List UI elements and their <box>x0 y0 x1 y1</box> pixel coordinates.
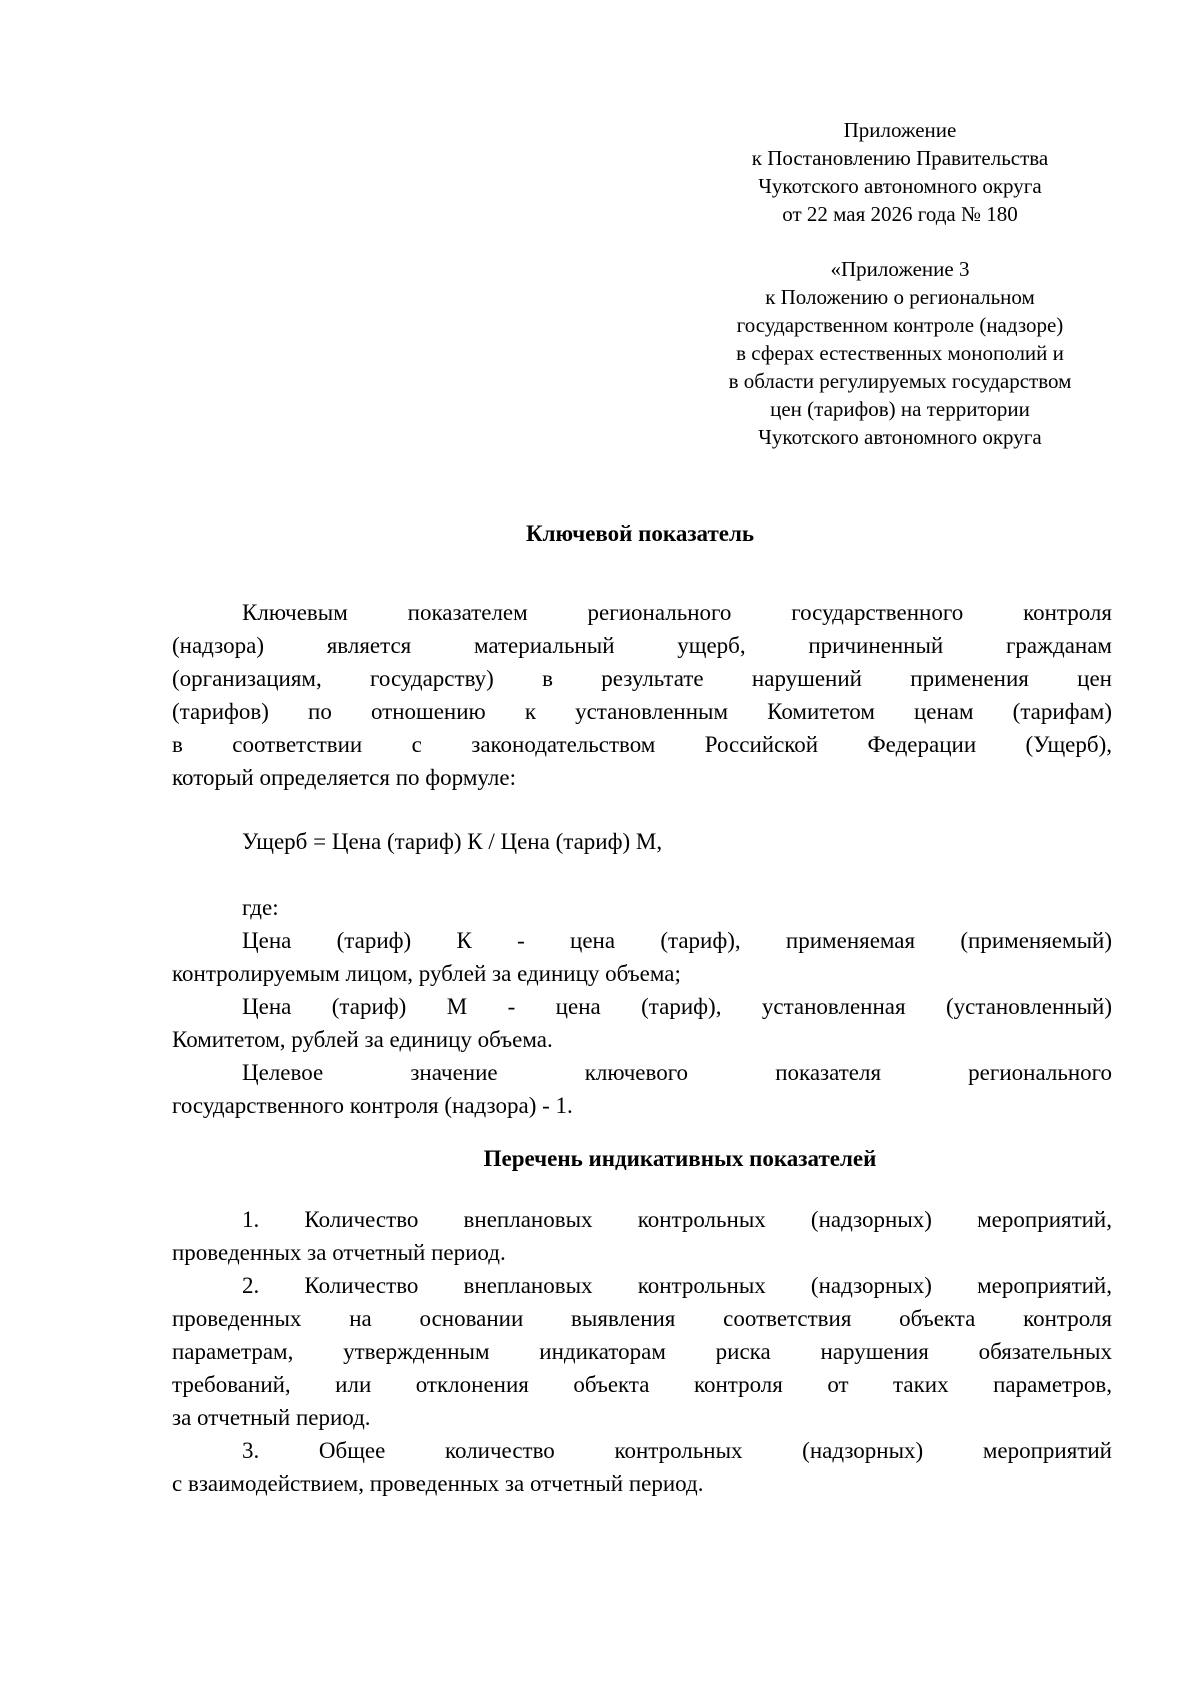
indicator-item-line: параметрам, утвержденным индикаторам риска нарушения обязательных <box>172 1339 1112 1364</box>
key-indicator-paragraph-line: который определяется по формуле: <box>172 765 516 790</box>
target-value-line: государственного контроля (надзора) - 1. <box>172 1093 573 1118</box>
approval-line: Приложение <box>843 118 957 142</box>
approval-line: от 22 мая 2026 года № 180 <box>782 202 1018 226</box>
key-indicator-paragraph-line: (надзора) является материальный ущерб, причиненный гражданам <box>172 633 1112 658</box>
key-indicator-paragraph-line: (организациям, государству) в результате нарушений применения цен <box>172 666 1112 691</box>
indicator-item-line: требований, или отклонения объекта контроля от таких параметров, <box>172 1372 1112 1397</box>
key-indicator-paragraph-line: в соответствии с законодательством Российской Федерации (Ущерб), <box>172 732 1112 757</box>
indicator-item-line: проведенных за отчетный период. <box>172 1240 506 1265</box>
approval-line: к Постановлению Правительства <box>751 146 1049 170</box>
target-value-line: Целевое значение ключевого показателя регионального <box>242 1060 1112 1085</box>
definition-line: Цена (тариф) М - цена (тариф), установленная (установленный) <box>242 994 1112 1019</box>
indicators-list-heading: Перечень индикативных показателей <box>483 1146 877 1171</box>
approval-block <box>640 116 1160 228</box>
indicator-item-line: за отчетный период. <box>172 1405 371 1430</box>
appendix-line: в области регулируемых государством <box>728 369 1072 393</box>
key-indicator-paragraph-line: (тарифов) по отношению к установленным Комитетом ценам (тарифам) <box>172 699 1112 724</box>
key-indicator-paragraph-line: Ключевым показателем регионального государственного контроля <box>242 600 1112 625</box>
indicator-item-line: 3. Общее количество контрольных (надзорных) мероприятий <box>242 1438 1112 1463</box>
appendix-line: к Положению о региональном <box>765 285 1035 309</box>
appendix-line: в сферах естественных монополий и <box>736 341 1064 365</box>
where-label: где: <box>242 895 279 920</box>
definition-line: контролируемым лицом, рублей за единицу объема; <box>172 961 681 986</box>
appendix-line: государственном контроле (надзоре) <box>736 313 1064 337</box>
indicator-item-line: проведенных на основании выявления соответствия объекта контроля <box>172 1306 1112 1331</box>
appendix-line: «Приложение 3 <box>830 257 970 281</box>
definition-line: Цена (тариф) К - цена (тариф), применяемая (применяемый) <box>242 928 1112 953</box>
indicator-item-line: 1. Количество внеплановых контрольных (надзорных) мероприятий, <box>242 1207 1112 1232</box>
appendix-line: Чукотского автономного округа <box>758 425 1042 449</box>
approval-line: Чукотского автономного округа <box>758 174 1042 198</box>
definition-line: Комитетом, рублей за единицу объема. <box>172 1027 553 1052</box>
appendix-line: цен (тарифов) на территории <box>770 397 1030 421</box>
appendix-block <box>640 255 1160 451</box>
indicator-item-line: с взаимодействием, проведенных за отчетный период. <box>172 1471 704 1496</box>
damage-formula: Ущерб = Цена (тариф) К / Цена (тариф) М, <box>242 829 663 854</box>
indicator-item-line: 2. Количество внеплановых контрольных (надзорных) мероприятий, <box>242 1273 1112 1298</box>
key-indicator-heading: Ключевой показатель <box>525 521 755 546</box>
